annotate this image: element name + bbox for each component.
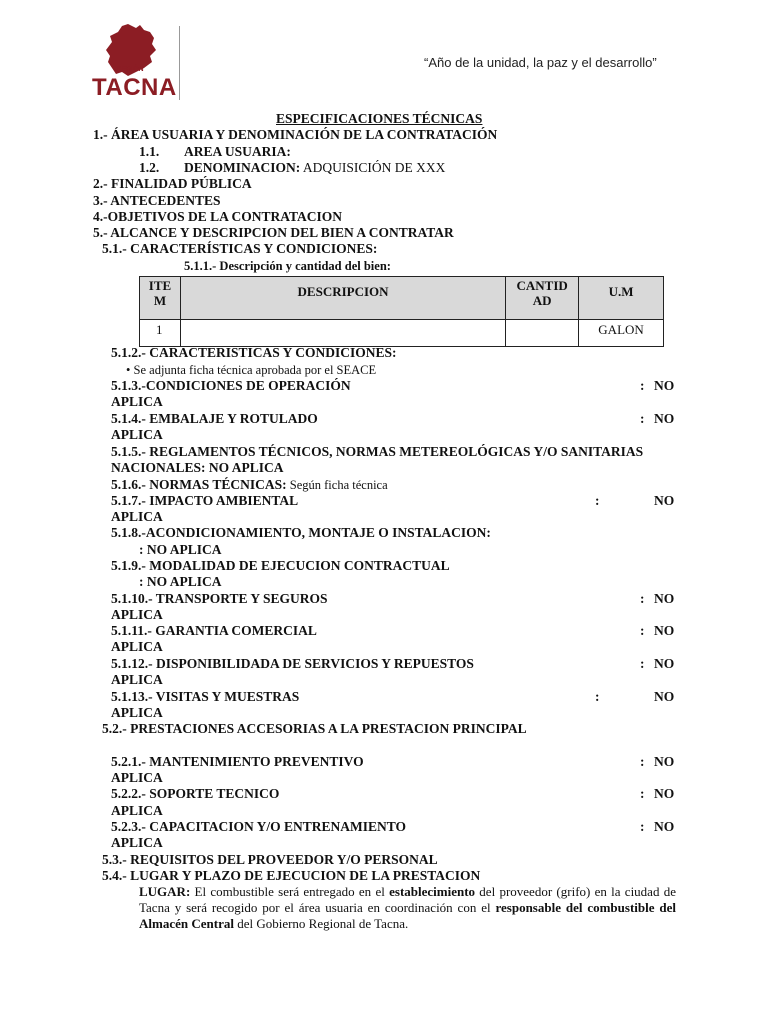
section-5-1-4-aplica: APLICA [111,427,163,442]
section-5-1-13-colon: : [595,689,600,704]
section-5-2-1-colon: : [640,754,645,769]
section-5-1-11-aplica: APLICA [111,639,163,654]
section-5-1: 5.1.- CARACTERÍSTICAS Y CONDICIONES: [102,241,378,256]
section-1-1-num: 1.1. [139,144,160,159]
section-5-1-10-colon: : [640,591,645,606]
cell-item: 1 [140,320,181,347]
document-title: ESPECIFICACIONES TÉCNICAS [276,111,483,126]
table-row [140,320,664,347]
section-1-2 [184,160,445,176]
section-5-1-5-b: NACIONALES: NO APLICA [111,460,284,475]
section-1-2-value: ADQUISICIÓN DE XXX [300,160,446,175]
section-5-1-7-no: NO [654,493,675,508]
section-5-2-1-aplica: APLICA [111,770,163,785]
tacna-logo [88,22,180,102]
col-header-cantidad: CANTID AD [506,277,579,320]
section-5-1-9-b: : NO APLICA [139,574,222,589]
cell-cantidad [506,320,579,347]
section-5-1-13-no: NO [654,689,675,704]
logo-tacna-text: TACNA [92,74,177,101]
section-5-1-6-label: 5.1.6.- NORMAS TÉCNICAS: [111,477,287,492]
section-5-2-3: 5.2.3.- CAPACITACION Y/O ENTRENAMIENTO [111,819,407,834]
section-1-2-num: 1.2. [139,160,160,175]
section-4: 4.-OBJETIVOS DE LA CONTRATACION [93,209,343,224]
cell-um: GALON [579,320,664,347]
section-5-1-12-aplica: APLICA [111,672,163,687]
section-5-2-2-no: NO [654,786,675,801]
section-5-2-2-aplica: APLICA [111,803,163,818]
section-5-1-11: 5.1.11.- GARANTIA COMERCIAL [111,623,317,638]
section-5-2-3-colon: : [640,819,645,834]
section-5-1-8-b: : NO APLICA [139,542,222,557]
lugar-paragraph [139,884,676,932]
section-5-1-8: 5.1.8.-ACONDICIONAMIENTO, MONTAJE O INSTALACION: [111,525,491,540]
lugar-text-3: del Gobierno Regional de Tacna. [233,916,409,931]
section-1-2-label: DENOMINACION: [184,160,301,175]
lugar-label: LUGAR: [139,884,191,899]
table-header-row [140,277,664,320]
section-5-1-7-aplica: APLICA [111,509,163,524]
section-5-1-13: 5.1.13.- VISITAS Y MUESTRAS [111,689,300,704]
section-5-2-3-no: NO [654,819,675,834]
section-3: 3.- ANTECEDENTES [93,193,221,208]
section-5-2-2: 5.2.2.- SOPORTE TECNICO [111,786,280,801]
section-5-2: 5.2.- PRESTACIONES ACCESORIAS A LA PRESTACION PRINCIPAL [102,721,527,736]
section-5-1-10-aplica: APLICA [111,607,163,622]
section-5-1-3: 5.1.3.-CONDICIONES DE OPERACIÓN [111,378,351,393]
header-motto: “Año de la unidad, la paz y el desarrollo” [424,55,657,70]
col-header-um: U.M [579,277,664,320]
bullet-icon: • [126,363,131,377]
section-5-1-13-aplica: APLICA [111,705,163,720]
col-header-descripcion: DESCRIPCION [180,277,505,320]
section-5-1-11-colon: : [640,623,645,638]
lugar-bold-1: establecimiento [389,884,476,899]
section-5-1-7-colon: : [595,493,600,508]
section-5-1-2: 5.1.2.- CARACTERISTICAS Y CONDICIONES: [111,345,397,360]
section-5-1-12: 5.1.12.- DISPONIBILIDADA DE SERVICIOS Y REPUESTOS [111,656,474,671]
section-5-1-5: 5.1.5.- REGLAMENTOS TÉCNICOS, NORMAS METEREOLÓGICAS Y/O SANITARIAS [111,444,644,459]
section-5-2-1: 5.2.1.- MANTENIMIENTO PREVENTIVO [111,754,364,769]
bullet-text: Se adjunta ficha técnica aprobada por el SEACE [133,363,377,377]
cell-descripcion [180,320,505,347]
section-5-1-7: 5.1.7.- IMPACTO AMBIENTAL [111,493,299,508]
section-1-1: AREA USUARIA: [184,144,291,159]
section-5-1-4-no: NO [654,411,675,426]
col-header-item: ITE M [140,277,181,320]
lugar-bold-2: responsable del combustible del Almacén Central [139,900,676,931]
logo-region-text: REGIÓN [116,66,144,73]
lugar-text-2: del proveedor (grifo) en la ciudad de Tacna y será recogido por el área usuaria en coordinación con el [139,884,676,915]
section-5-1-6 [111,477,388,493]
lugar-text-1: El combustible será entregado en el [190,884,390,899]
section-5-1-10: 5.1.10.- TRANSPORTE Y SEGUROS [111,591,328,606]
section-5-1-4: 5.1.4.- EMBALAJE Y ROTULADO [111,411,318,426]
section-5-1-6-value: Según ficha técnica [286,478,388,492]
section-5-4: 5.4.- LUGAR Y PLAZO DE EJECUCION DE LA PRESTACION [102,868,481,883]
section-5-2-1-no: NO [654,754,675,769]
section-5-3: 5.3.- REQUISITOS DEL PROVEEDOR Y/O PERSONAL [102,852,438,867]
section-5-1-3-aplica: APLICA [111,394,163,409]
section-5-1-12-no: NO [654,656,675,671]
section-5-2-3-aplica: APLICA [111,835,163,850]
header-divider [179,26,180,100]
section-5-1-1: 5.1.1.- Descripción y cantidad del bien: [184,259,391,273]
section-5-1-4-colon: : [640,411,645,426]
section-5-1-10-no: NO [654,591,675,606]
section-5-1-3-no: NO [654,378,675,393]
section-5-1-11-no: NO [654,623,675,638]
section-5-2-2-colon: : [640,786,645,801]
section-5-1-12-colon: : [640,656,645,671]
section-5: 5.- ALCANCE Y DESCRIPCION DEL BIEN A CONTRATAR [93,225,454,240]
section-1: 1.- ÁREA USUARIA Y DENOMINACIÓN DE LA CONTRATACIÓN [93,127,498,142]
section-2: 2.- FINALIDAD PÚBLICA [93,176,252,191]
section-5-1-9: 5.1.9.- MODALIDAD DE EJECUCION CONTRACTUAL [111,558,450,573]
bullet-item [126,362,376,378]
section-5-1-3-colon: : [640,378,645,393]
items-table [139,276,664,347]
